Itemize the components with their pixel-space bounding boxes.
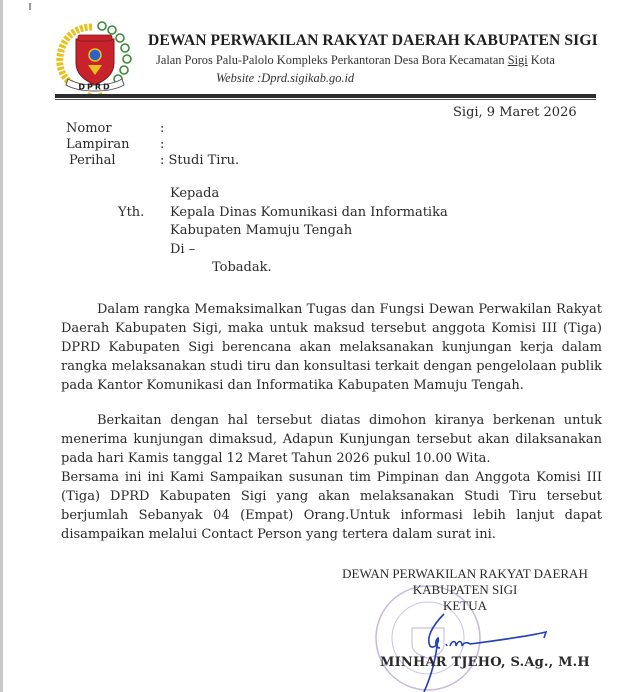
meta-value: : bbox=[160, 121, 165, 136]
signature-line1: DEWAN PERWAKILAN RAKYAT DAERAH bbox=[342, 566, 588, 581]
signer-name: MINHAR TJEHO, S.Ag., M.H bbox=[380, 655, 590, 670]
recipient-salutation: Kepada bbox=[170, 186, 220, 201]
address-prefix: Jalan Poros Palu-Palolo Kompleks Perkantoran Desa Bora Kecamatan bbox=[156, 53, 505, 67]
scan-mark bbox=[29, 3, 31, 10]
meta-row-nomor bbox=[66, 121, 239, 137]
recipient-line3: Di – bbox=[170, 241, 196, 257]
letter-date: Sigi, 9 Maret 2026 bbox=[453, 105, 577, 120]
recipient-block bbox=[118, 185, 448, 278]
signature-line2: KABUPATEN SIGI bbox=[412, 582, 518, 597]
signature-line3: KETUA bbox=[442, 598, 488, 613]
org-website: Website :Dprd.sigikab.go.id bbox=[216, 71, 355, 85]
meta-label: Perihal bbox=[69, 153, 116, 168]
recipient-city: Tobadak. bbox=[212, 260, 272, 275]
recipient-line2: Kabupaten Mamuju Tengah bbox=[170, 223, 353, 238]
meta-value: : Studi Tiru. bbox=[160, 153, 240, 168]
body-paragraph: Dalam rangka Memaksimalkan Tugas dan Fungsi Dewan Perwakilan Rakyat Daerah Kabupaten Sigi, maka untuk maksud tersebut anggota Komisi III (Tiga) DPRD Kabupaten Sigi berencana akan melaksanakan kunjungan kerja dalam rangka melaksanakan studi tiru dan konsultasi terkait dengan pengelolaan publik pada Kantor Komunikasi dan Informatika Kabupaten Mamuju Tengah. bbox=[61, 302, 602, 393]
dprd-logo bbox=[52, 17, 138, 97]
letterhead-divider bbox=[55, 94, 596, 100]
body-paragraph: Berkaitan dengan hal tersebut diatas dimohon kiranya berkenan untuk menerima kunjungan dimaksud, Adapun Kunjungan tersebut akan dilaksanakan pada hari Kamis tanggal 12 Maret Tahun 2026 pukul 10.00 Wita. bbox=[61, 413, 602, 466]
body-paragraph: Bersama ini ini Kami Sampaikan susunan tim Pimpinan dan Anggota Komisi III (Tiga) DPRD Kabupaten Sigi yang akan melaksanakan Studi Tiru tersebut berjumlah Sebanyak 04 (Empat) Orang.Untuk informasi lebih lanjut dapat disampaikan melalui Contact Person yang tertera dalam surat ini. bbox=[61, 470, 602, 542]
signature-block bbox=[330, 566, 600, 614]
address-underlined: Sigi bbox=[507, 53, 528, 67]
recipient-line1: Kepala Dinas Komunikasi dan Informatika bbox=[170, 204, 448, 220]
meta-row-lampiran bbox=[66, 137, 239, 153]
shield-emblem-icon bbox=[76, 35, 114, 85]
meta-row-perihal bbox=[66, 153, 239, 169]
logo-text: DPRD bbox=[78, 82, 112, 92]
recipient-prefix: Yth. bbox=[118, 204, 145, 220]
org-address bbox=[156, 53, 555, 68]
page-edge bbox=[0, 0, 3, 692]
letter-meta bbox=[66, 121, 239, 169]
handwritten-signature bbox=[420, 608, 570, 692]
meta-value: : bbox=[160, 137, 165, 152]
meta-label: Nomor bbox=[66, 121, 112, 136]
address-suffix: Kota bbox=[530, 53, 555, 67]
org-name: DEWAN PERWAKILAN RAKYAT DAERAH KABUPATEN SIGI bbox=[148, 32, 598, 49]
meta-label: Lampiran bbox=[66, 137, 130, 152]
